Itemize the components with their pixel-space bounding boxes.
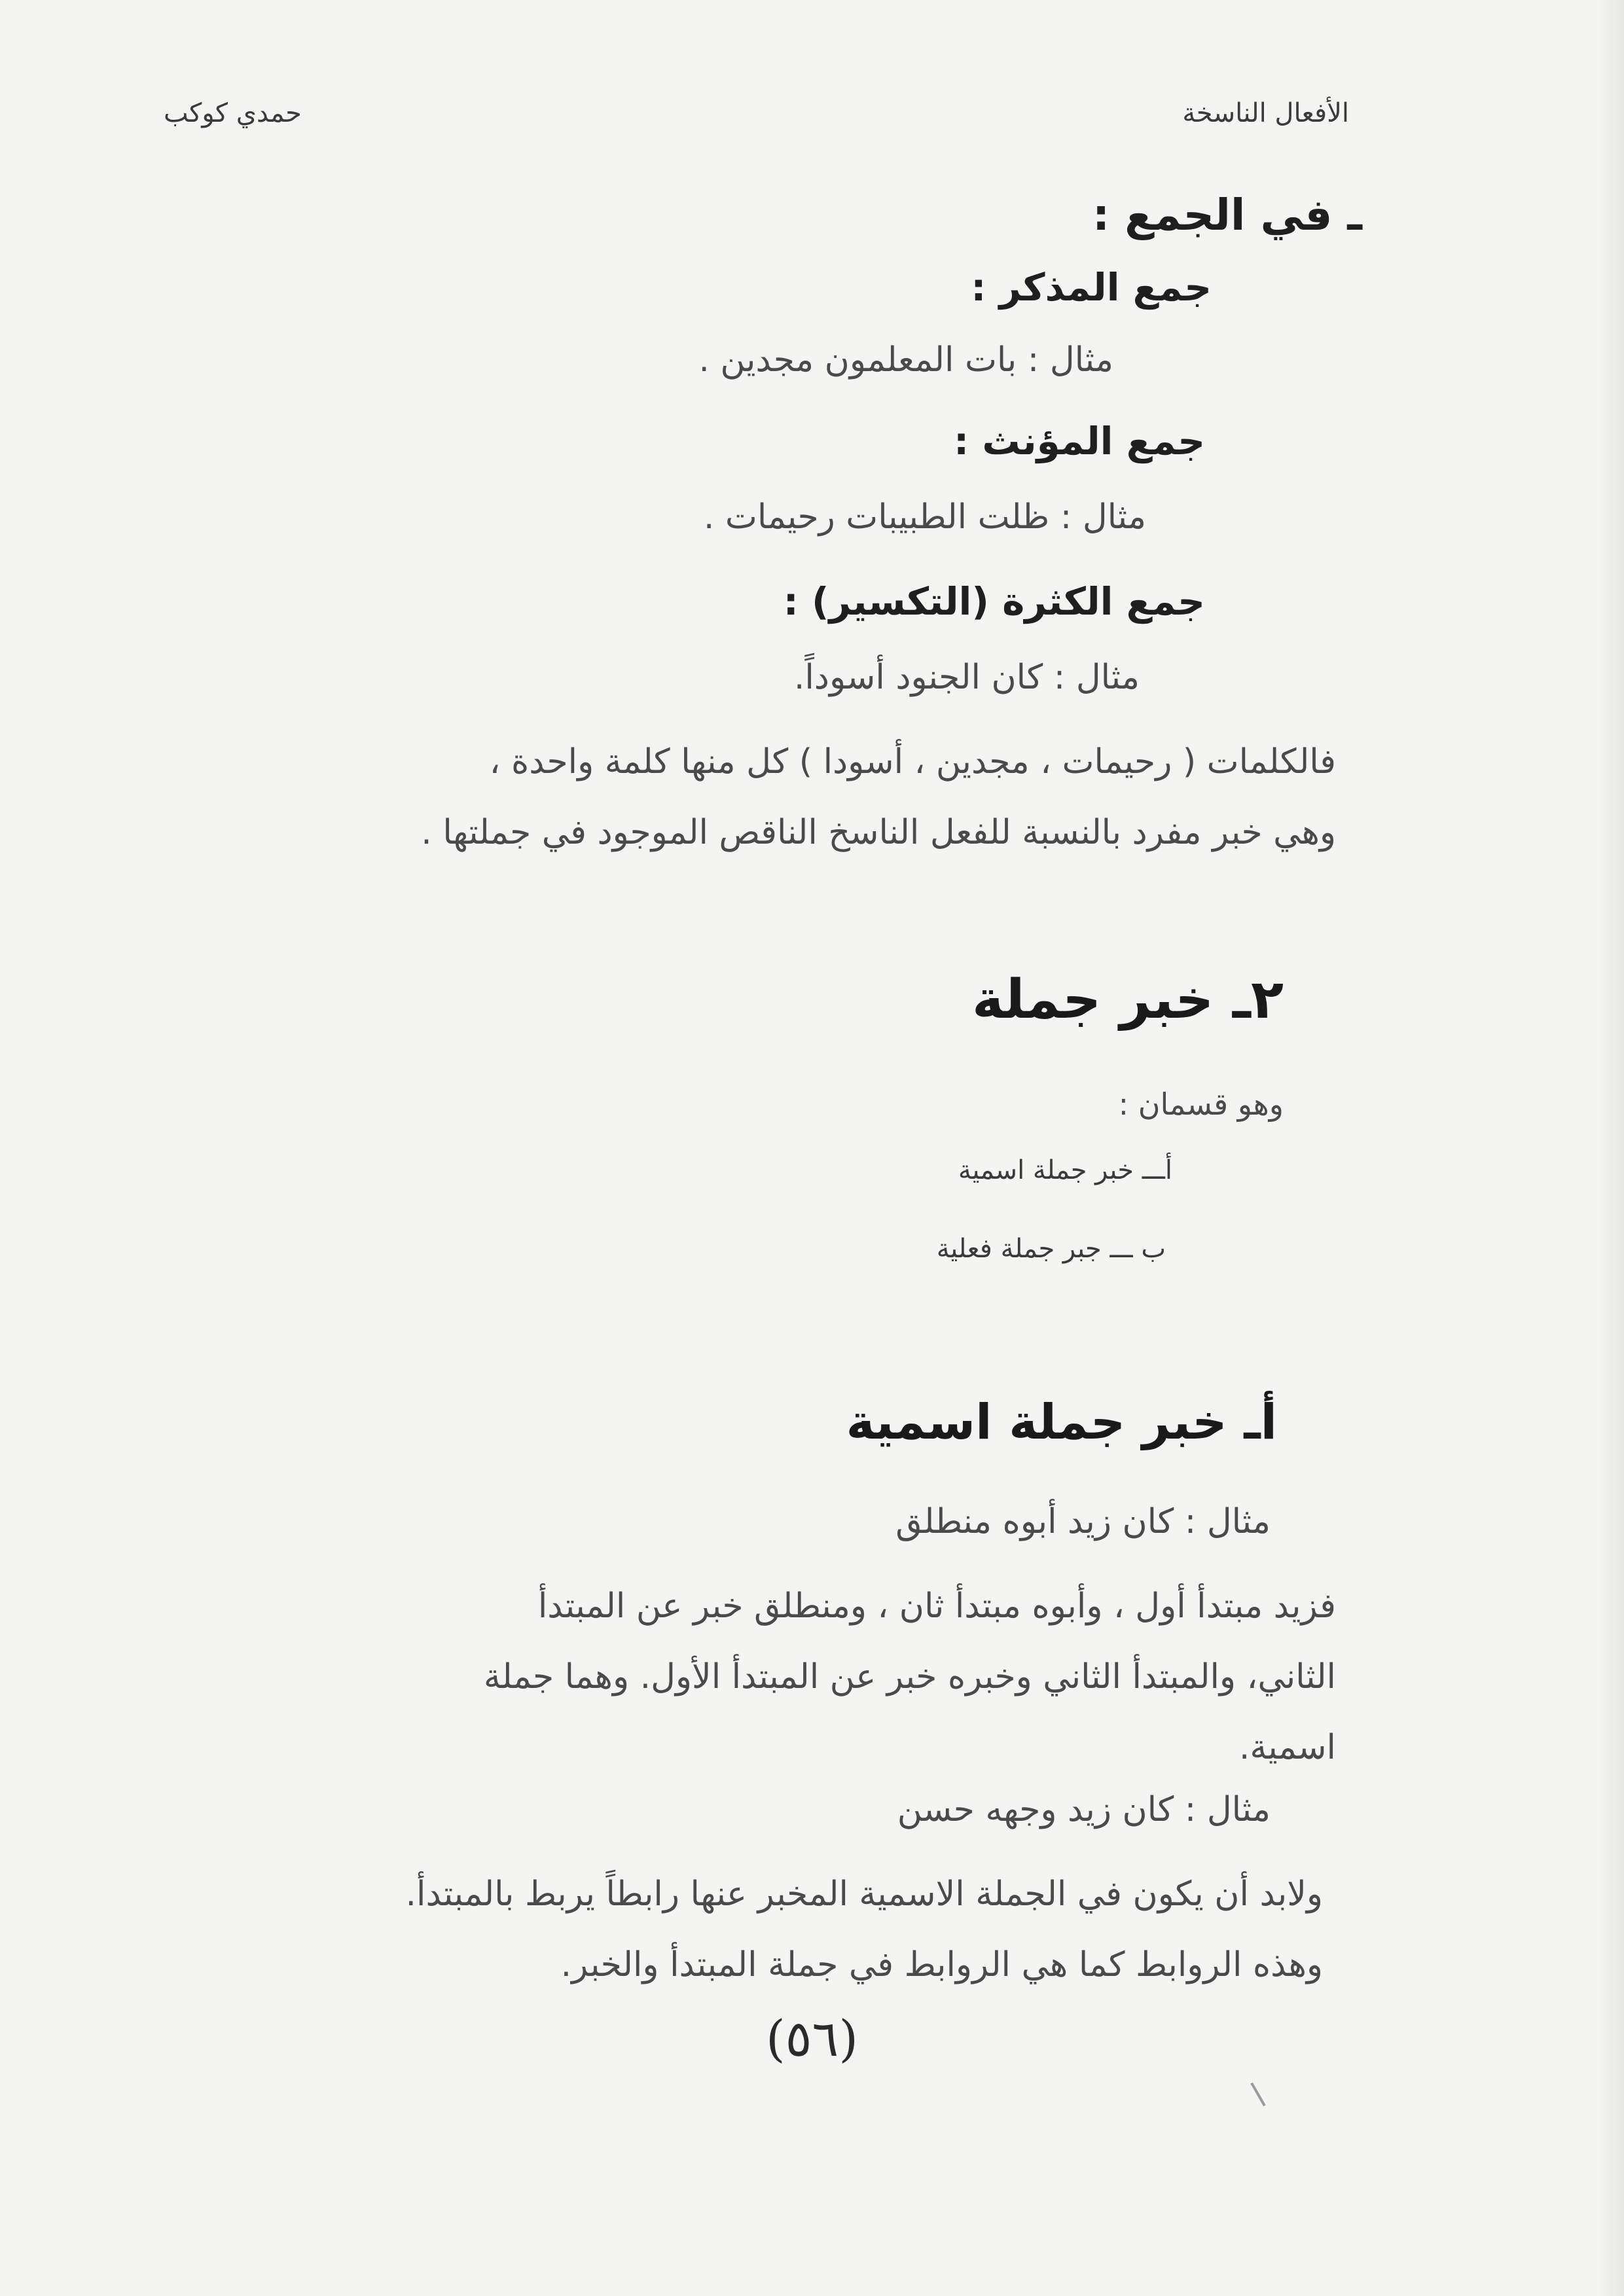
feminine-plural-heading: جمع المؤنث : <box>954 419 1205 463</box>
running-header-author: حمدي كوكب <box>164 98 302 128</box>
explanation-1-line-1: فزيد مبتدأ أول ، وأبوه مبتدأ ثان ، ومنطلق خبر عن المبتدأ <box>537 1587 1336 1626</box>
section-2-item-a: أـــ خبر جملة اسمية <box>958 1155 1172 1185</box>
section-a-heading: أـ خبر جملة اسمية <box>846 1394 1277 1450</box>
section-a-example-1: مثال : كان زيد أبوه منطلق <box>895 1502 1271 1541</box>
masculine-plural-example: مثال : بات المعلمون مجدين . <box>698 340 1113 380</box>
explanation-2-line-1: ولابد أن يكون في الجملة الاسمية المخبر عنها رابطاً يربط بالمبتدأ. <box>405 1874 1323 1914</box>
plural-note-line-2: وهي خبر مفرد بالنسبة للفعل الناسخ الناقص الموجود في جملتها . <box>421 813 1336 852</box>
explanation-2-line-2: وهذه الروابط كما هي الروابط في جملة المبتدأ والخبر. <box>560 1945 1323 1984</box>
broken-plural-example: مثال : كان الجنود أسوداً. <box>793 658 1140 697</box>
section-2-item-b: ب ـــ جبر جملة فعلية <box>936 1234 1166 1264</box>
section-a-explanation-2 <box>164 1859 1323 2000</box>
page-edge-shadow <box>1598 0 1624 2296</box>
section-a-explanation-1 <box>151 1571 1336 1783</box>
plural-note-line-1: فالكلمات ( رحيمات ، مجدين ، أسودا ) كل منها كلمة واحدة ، <box>489 742 1336 781</box>
section-2-intro: وهو قسمان : <box>1118 1086 1284 1122</box>
feminine-plural-example: مثال : ظلت الطبيبات رحيمات . <box>703 497 1146 537</box>
plural-heading: ـ في الجمع : <box>1092 190 1362 240</box>
broken-plural-heading: جمع الكثرة (التكسير) : <box>783 579 1205 624</box>
scan-speck <box>1250 2083 1265 2107</box>
running-header-chapter: الأفعال الناسخة <box>1182 98 1349 128</box>
explanation-1-line-2: الثاني، والمبتدأ الثاني وخبره خبر عن المبتدأ الأول. وهما جملة <box>483 1657 1336 1696</box>
masculine-plural-heading: جمع المذكر : <box>971 265 1212 310</box>
section-a-example-2: مثال : كان زيد وجهه حسن <box>897 1790 1271 1829</box>
section-2-heading: ٢ـ خبر جملة <box>971 969 1284 1031</box>
explanation-1-line-3: اسمية. <box>1238 1728 1336 1767</box>
page-number: (٥٦) <box>766 2009 858 2068</box>
plural-note-paragraph <box>164 726 1336 868</box>
